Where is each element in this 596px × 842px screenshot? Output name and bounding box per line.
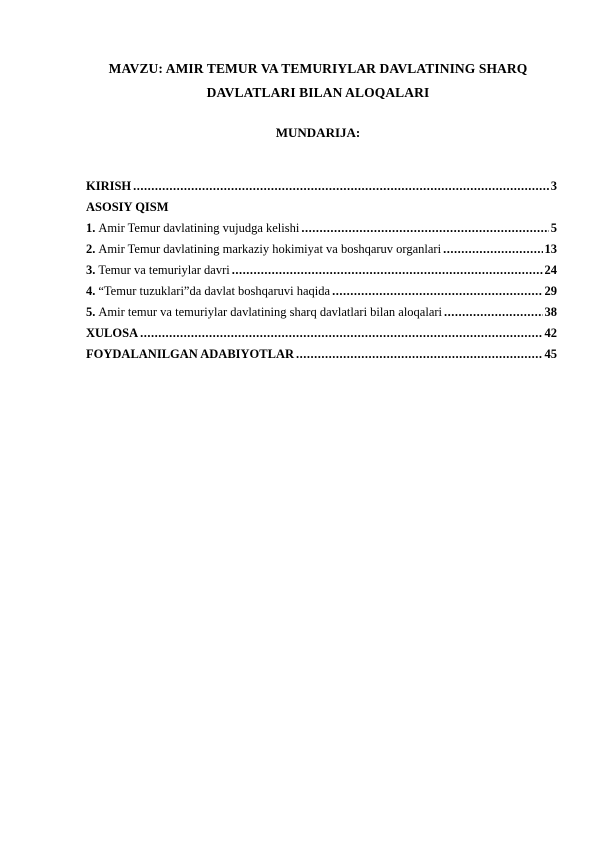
toc-section-main: ASOSIY QISM — [86, 200, 169, 214]
toc-page-number: 38 — [544, 305, 557, 319]
toc-leader-dots — [232, 260, 543, 281]
toc-entry-conclusion[interactable] — [86, 323, 557, 344]
toc-entry-label: “Temur tuzuklari”da davlat boshqaruvi haqida — [98, 284, 331, 298]
toc-entry-label: Amir temur va temuriylar davlatining sharq davlatlari bilan aloqalari — [98, 305, 443, 319]
toc-entry-number: 4. — [86, 284, 96, 298]
toc-entry-intro[interactable] — [86, 176, 557, 197]
toc-entry-label: KIRISH — [86, 179, 132, 193]
toc-entry-label: XULOSA — [86, 326, 139, 340]
toc-entry-label: FOYDALANILGAN ADABIYOTLAR — [86, 347, 295, 361]
title-line-2: DAVLATLARI BILAN ALOQALARI — [206, 85, 430, 100]
toc-entry-1[interactable] — [86, 218, 557, 239]
contents-heading: MUNDARIJA: — [275, 125, 361, 140]
toc-page-number: 42 — [544, 326, 557, 340]
toc-entry-2[interactable] — [86, 239, 557, 260]
toc-leader-dots — [140, 323, 542, 344]
toc-entry-label: Temur va temuriylar davri — [98, 263, 230, 277]
toc-page-number: 45 — [544, 347, 557, 361]
toc-page-number: 24 — [544, 263, 557, 277]
table-of-contents — [86, 176, 557, 365]
toc-page-number: 3 — [550, 179, 557, 193]
toc-entry-label: Amir Temur davlatining markaziy hokimiyat va boshqaruv organlari — [98, 242, 442, 256]
toc-leader-dots — [301, 218, 548, 239]
toc-entry-3[interactable] — [86, 260, 557, 281]
toc-page-number: 13 — [544, 242, 557, 256]
document-title — [80, 57, 556, 105]
toc-entry-5[interactable] — [86, 302, 557, 323]
toc-entry-label: Amir Temur davlatining vujudga kelishi — [98, 221, 300, 235]
toc-page-number: 29 — [544, 284, 557, 298]
title-line-1: MAVZU: AMIR TEMUR VA TEMURIYLAR DAVLATINING SHARQ — [108, 61, 528, 76]
toc-leader-dots — [133, 176, 549, 197]
toc-entry-4[interactable] — [86, 281, 557, 302]
toc-leader-dots — [444, 302, 542, 323]
toc-entry-number: 2. — [86, 242, 96, 256]
toc-page-number: 5 — [550, 221, 557, 235]
toc-leader-dots — [443, 239, 542, 260]
toc-entry-number: 5. — [86, 305, 96, 319]
toc-leader-dots — [332, 281, 542, 302]
toc-entry-references[interactable] — [86, 344, 557, 365]
toc-entry-number: 1. — [86, 221, 96, 235]
toc-entry-number: 3. — [86, 263, 96, 277]
toc-leader-dots — [296, 344, 542, 365]
